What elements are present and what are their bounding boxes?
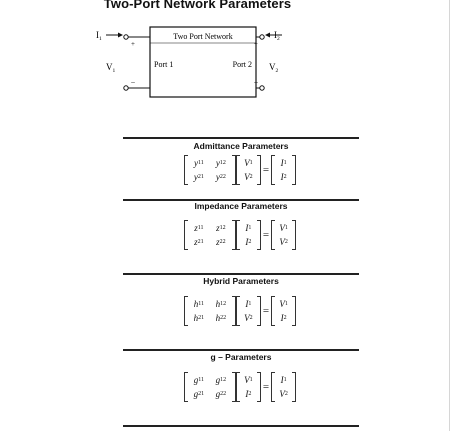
matrix-cell: h 21 [193, 313, 205, 323]
section-title: Impedance Parameters [194, 201, 288, 211]
left-bottom-terminal [124, 86, 128, 90]
matrix-cell: g 22 [215, 389, 227, 399]
section-title: Hybrid Parameters [203, 276, 279, 286]
input-vector [236, 296, 261, 326]
vector-cell: V 2 [244, 172, 253, 182]
port1-plus-sign: + [131, 40, 135, 48]
port2-label: Port 2 [232, 60, 252, 69]
matrix-cell: y 21 [193, 172, 204, 182]
input-vector [236, 220, 261, 250]
matrix-equation [140, 291, 340, 331]
right-top-terminal [260, 35, 264, 39]
matrix-cell: y 11 [194, 158, 204, 168]
vector-cell: I 1 [245, 299, 252, 309]
left-top-terminal [124, 35, 128, 39]
matrix-cell: z 21 [194, 237, 204, 247]
equals-sign: = [262, 381, 270, 393]
vector-cell: V 1 [279, 223, 288, 233]
v2-label: $V_2$ [269, 62, 279, 74]
input-vector [236, 155, 261, 185]
matrix-cell: y 22 [215, 172, 226, 182]
port2-minus-sign: − [253, 78, 259, 87]
matrix-equation [140, 215, 340, 255]
vector-cell: V 1 [244, 375, 253, 385]
vector-cell: V 2 [244, 313, 253, 323]
matrix-cell: h 11 [193, 299, 205, 309]
section-divider [123, 137, 359, 139]
right-bracket [292, 155, 296, 185]
vector-cell: V 1 [279, 299, 288, 309]
output-vector [271, 155, 296, 185]
right-bracket [292, 220, 296, 250]
input-vector [236, 372, 261, 402]
matrix-cell: z 11 [194, 223, 204, 233]
port1-label: Port 1 [154, 60, 174, 69]
matrix-cell: g 12 [215, 375, 227, 385]
matrix-cell: h 22 [215, 313, 227, 323]
matrix-equation [140, 150, 340, 190]
matrix-cell: g 21 [193, 389, 205, 399]
box-label: Two Port Network [173, 32, 233, 41]
right-bracket [292, 372, 296, 402]
vector-cell: I 2 [280, 172, 287, 182]
output-vector [271, 372, 296, 402]
port1-minus-sign: − [130, 78, 136, 87]
matrix-cell: y 12 [215, 158, 226, 168]
parameter-matrix [184, 372, 236, 402]
two-port-network-diagram [84, 22, 284, 114]
vector-cell: I 2 [245, 389, 252, 399]
equals-sign: = [262, 164, 270, 176]
equals-sign: = [262, 229, 270, 241]
section-divider [123, 273, 359, 275]
vector-cell: V 1 [244, 158, 253, 168]
vector-cell: V 2 [279, 237, 288, 247]
parameter-matrix [184, 155, 236, 185]
vector-cell: I 1 [280, 158, 287, 168]
section-title: g – Parameters [210, 352, 272, 362]
output-vector [271, 220, 296, 250]
vector-cell: I 2 [245, 237, 252, 247]
section-divider [123, 425, 359, 427]
equals-sign: = [262, 305, 270, 317]
parameter-matrix [184, 220, 236, 250]
i1-arrow-head [118, 33, 123, 38]
vector-cell: I 1 [245, 223, 252, 233]
right-bottom-terminal [260, 86, 264, 90]
section-title: Admittance Parameters [193, 141, 289, 151]
vector-cell: I 1 [280, 375, 287, 385]
i2-arrow-head [265, 33, 270, 38]
matrix-cell: h 12 [215, 299, 227, 309]
vector-cell: V 2 [279, 389, 288, 399]
v1-label: $V_1$ [106, 62, 116, 74]
output-vector [271, 296, 296, 326]
section-divider [123, 349, 359, 351]
matrix-cell: z 12 [216, 223, 226, 233]
i2-label: $I_2$ [274, 30, 280, 42]
parameter-matrix [184, 296, 236, 326]
page-edge-line [449, 0, 450, 431]
matrix-cell: g 11 [193, 375, 205, 385]
port2-plus-sign: + [254, 40, 258, 48]
right-bracket [292, 296, 296, 326]
matrix-equation [140, 367, 340, 407]
page-title: Two-Port Network Parameters [103, 0, 292, 11]
matrix-cell: z 22 [216, 237, 226, 247]
vector-cell: I 2 [280, 313, 287, 323]
i1-label: $I_1$ [96, 30, 102, 42]
